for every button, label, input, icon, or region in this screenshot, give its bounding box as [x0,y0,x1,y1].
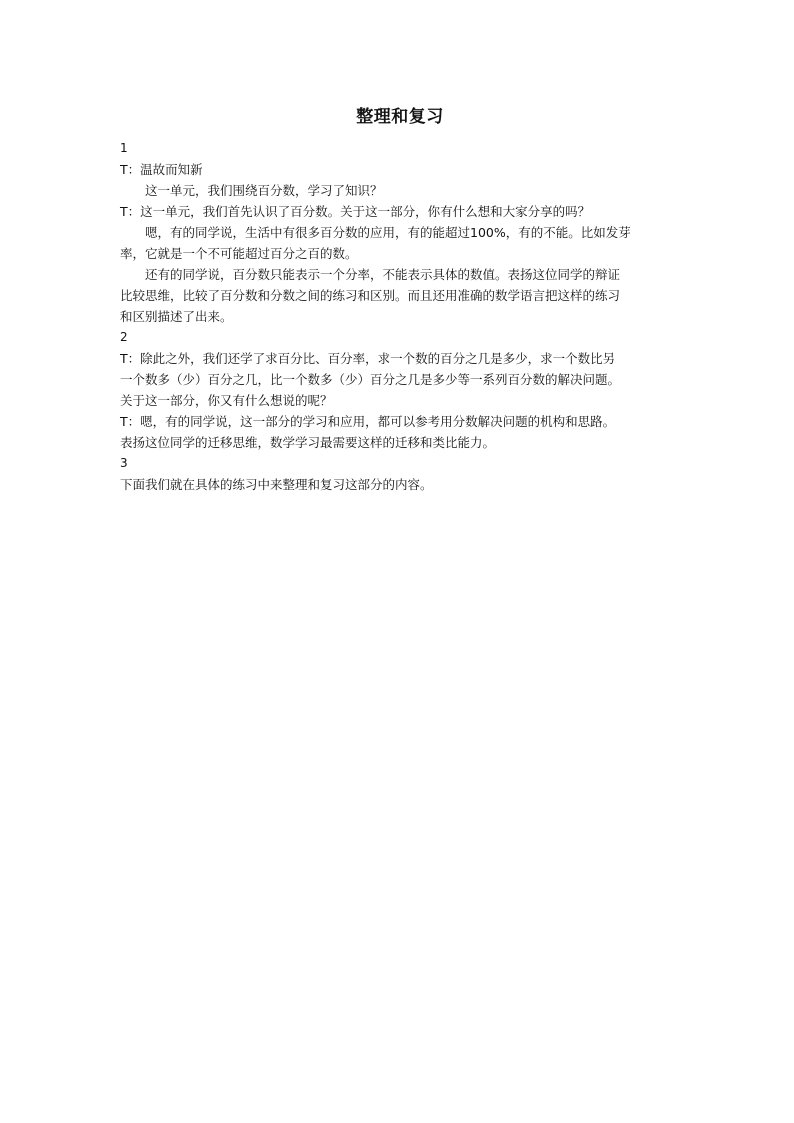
section-number: 2 [120,330,128,344]
document-page [120,104,680,495]
teacher-line: T：这一单元，我们首先认识了百分数。关于这一部分，你有什么想和大家分享的吗？ [120,204,591,219]
document-body [120,138,680,495]
document-title: 整理和复习 [356,107,444,127]
paragraph-line: 率，它就是一个不可能超过百分之百的数。 [120,246,358,261]
section-number: 3 [120,456,128,470]
paragraph-line: 比较思维，比较了百分数和分数之间的练习和区别。而且还用准确的数学语言把这样的练习 [120,288,621,303]
teacher-line: T：除此之外，我们还学了求百分比、百分率，求一个数的百分之几是多少，求一个数比另 [120,351,616,366]
teacher-line: T：温故而知新 [120,162,203,177]
paragraph-line: 这一单元，我们围绕百分数，学习了知识？ [145,183,383,198]
paragraph-line: 一个数多（少）百分之几，比一个数多（少）百分之几是多少等一系列百分数的解决问题。 [120,372,621,387]
paragraph-line: 下面我们就在具体的练习中来整理和复习这部分的内容。 [120,477,433,492]
paragraph-line: 关于这一部分，你又有什么想说的呢？ [120,393,333,408]
paragraph-line: 和区别描述了出来。 [120,309,233,324]
paragraph-line: 还有的同学说，百分数只能表示一个分率，不能表示具体的数值。表扬这位同学的辩证 [145,267,621,282]
paragraph-line: 表扬这位同学的迁移思维，数学学习最需要这样的迁移和类比能力。 [120,435,496,450]
teacher-line: T：嗯，有的同学说，这一部分的学习和应用，都可以参考用分数解决问题的机构和思路。 [120,414,616,429]
paragraph-line: 嗯，有的同学说，生活中有很多百分数的应用，有的能超过100%，有的不能。比如发芽 [145,225,631,240]
section-number: 1 [120,141,128,155]
